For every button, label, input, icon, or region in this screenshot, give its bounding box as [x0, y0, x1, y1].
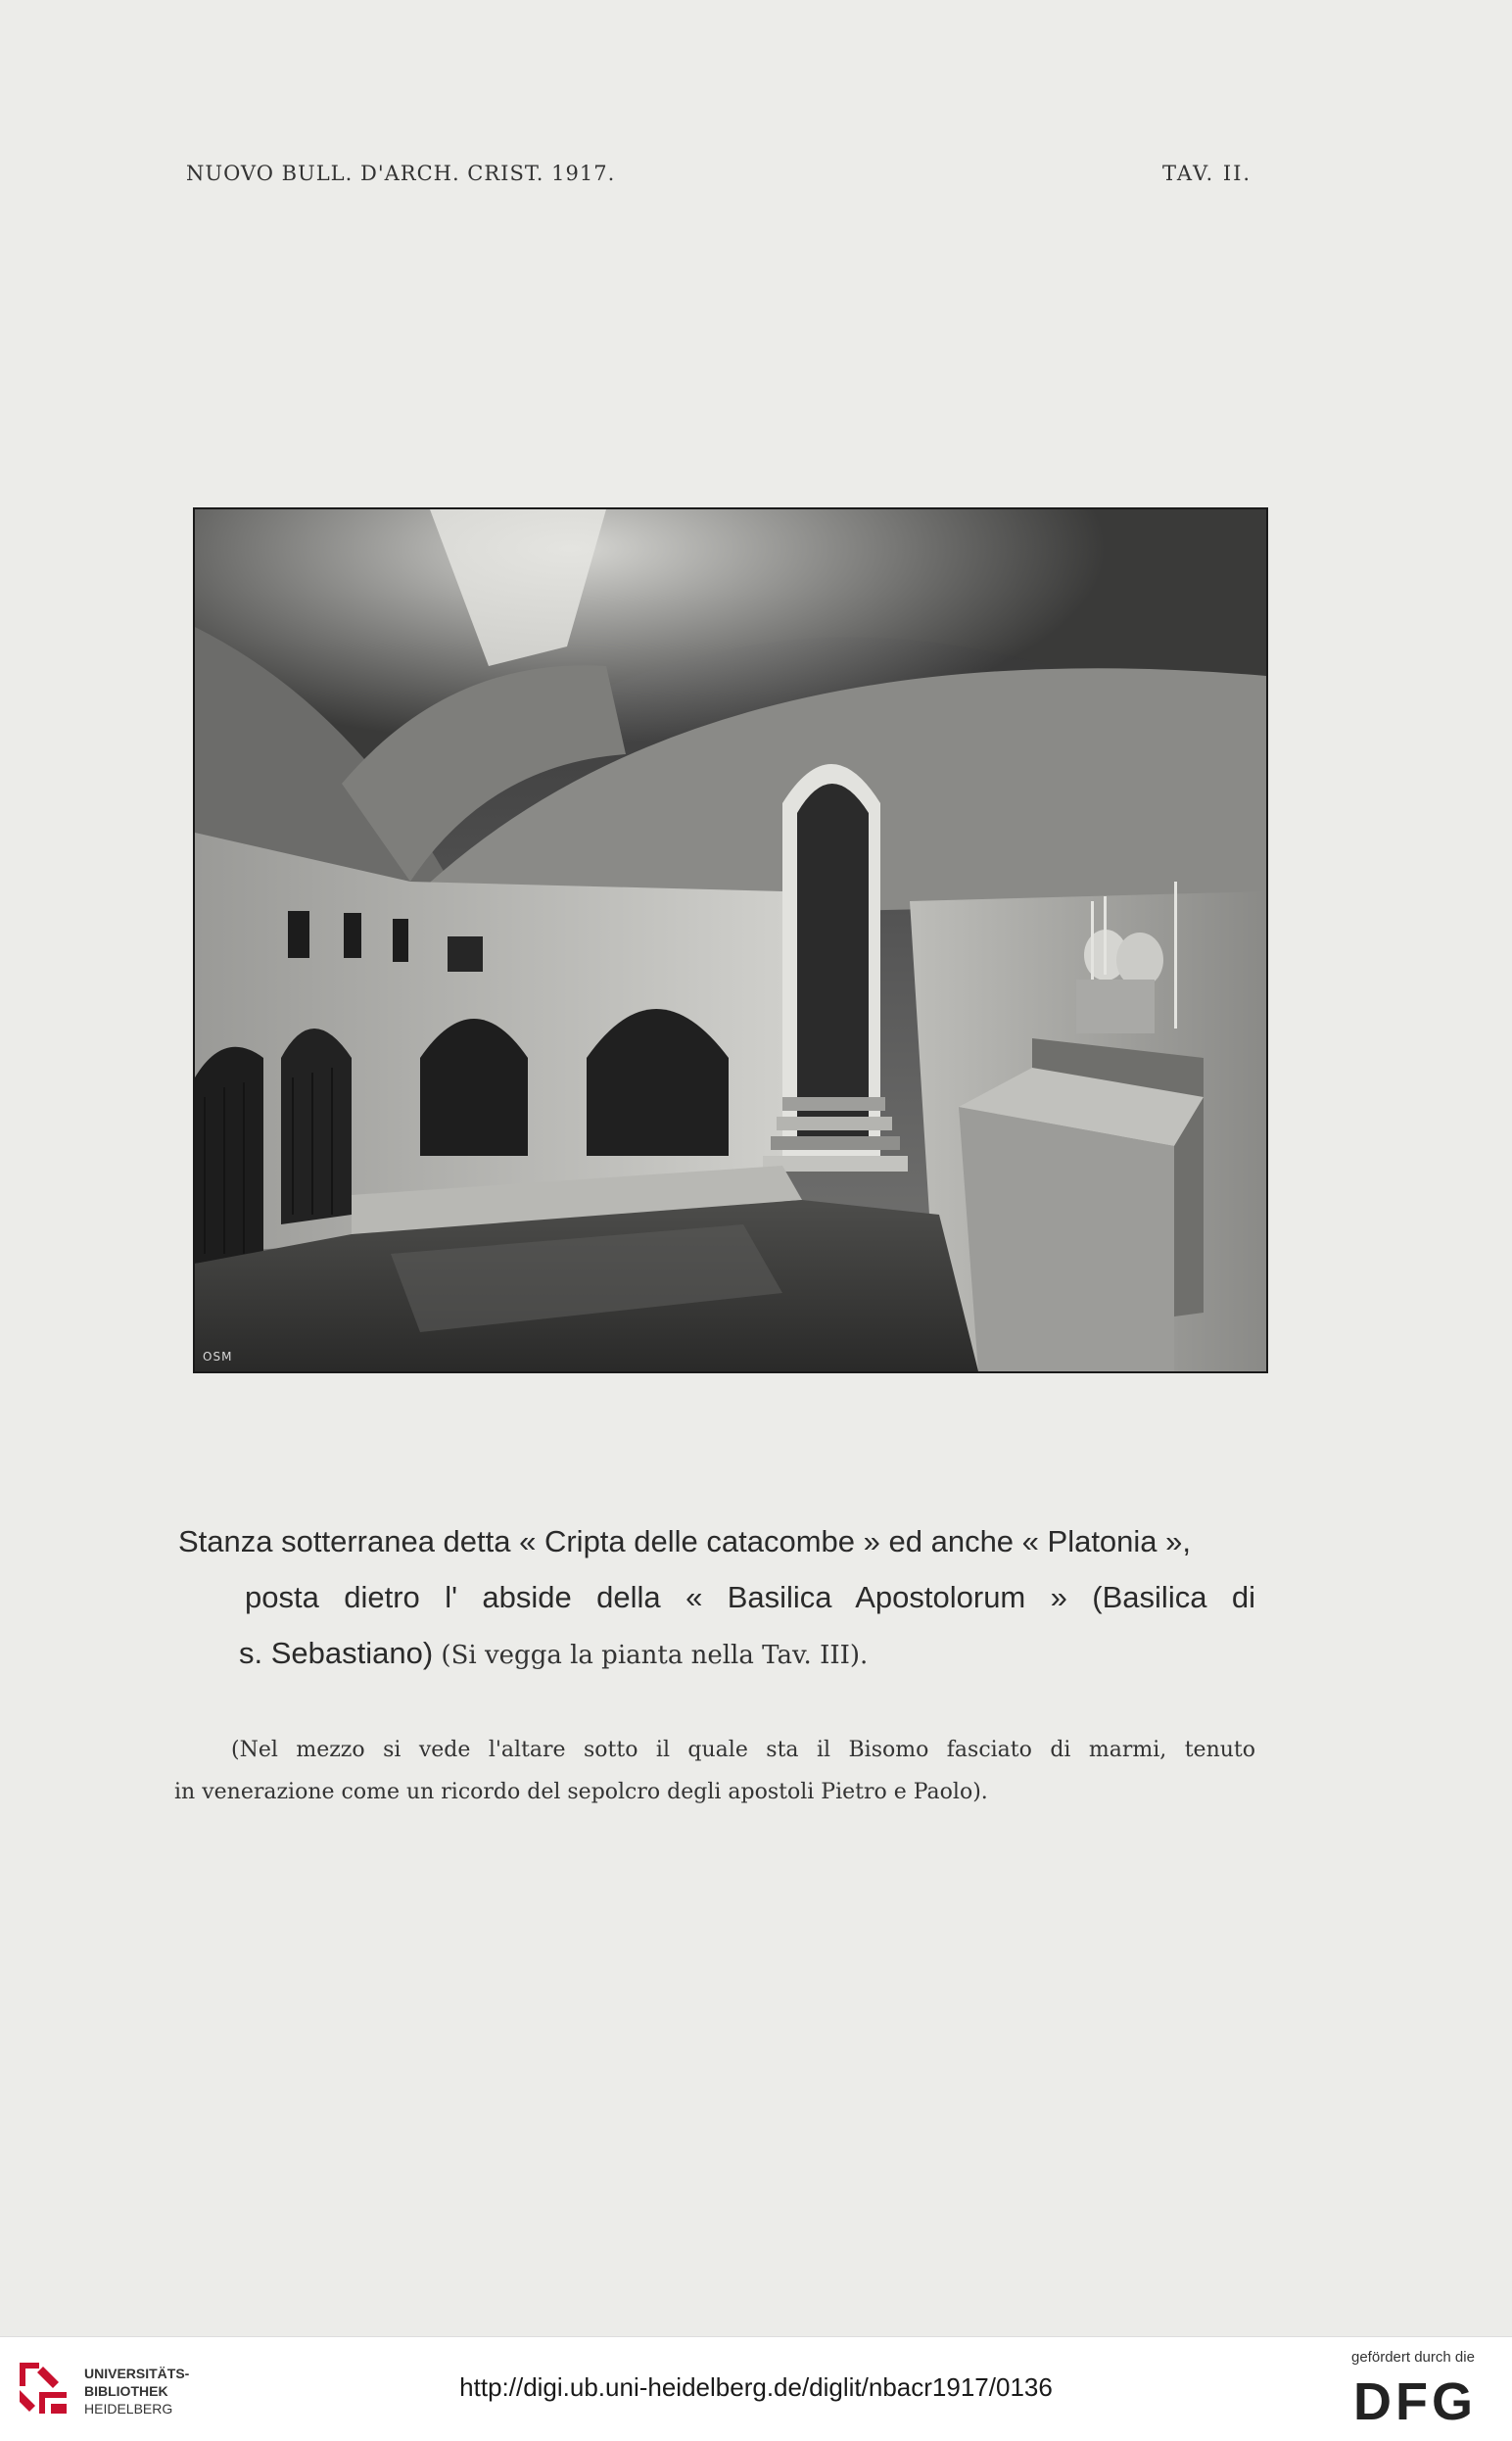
plate-note — [174, 1729, 1255, 1813]
caption-line-1: Stanza sotterranea detta « Cripta delle catacombe » ed anche « Platonia », — [178, 1524, 1192, 1558]
caption-line-3 — [178, 1625, 1255, 1684]
caption-line-3-reference: (Si vegga la pianta nella Tav. III). — [433, 1641, 869, 1670]
plate-number: TAV. II. — [1162, 162, 1252, 185]
note-line-2: in venerazione come un ricordo del sepolcro degli apostoli Pietro e Paolo). — [174, 1780, 988, 1804]
crypt-photograph — [193, 507, 1268, 1373]
library-name-line-3: HEIDELBERG — [84, 2401, 173, 2417]
note-line-1: (Nel mezzo si vede l'altare sotto il quale sta il Bisomo fasciato di marmi, tenuto — [231, 1738, 1255, 1762]
running-header-title: NUOVO BULL. D'ARCH. CRIST. 1917. — [186, 162, 616, 185]
caption-line-2: posta dietro l' abside della « Basilica Apostolorum » (Basilica di — [245, 1580, 1255, 1614]
dfg-logo-text: DFG — [1353, 2372, 1477, 2427]
library-name-line-1: UNIVERSITÄTS- — [84, 2366, 190, 2381]
digitization-footer — [0, 2336, 1512, 2441]
engraver-mark: OSM — [203, 1350, 233, 1364]
permalink-url[interactable]: http://digi.ub.uni-heidelberg.de/diglit/nbacr1917/0136 — [459, 2372, 1053, 2402]
plate-caption — [178, 1513, 1255, 1684]
funding-label: gefördert durch die — [1351, 2349, 1475, 2366]
dfg-logo-icon — [1349, 2372, 1494, 2427]
library-name-line-2: BIBLIOTHEK — [84, 2383, 168, 2399]
crypt-photograph-illustration — [195, 509, 1266, 1371]
caption-line-3-sans: s. Sebastiano) — [239, 1636, 434, 1670]
